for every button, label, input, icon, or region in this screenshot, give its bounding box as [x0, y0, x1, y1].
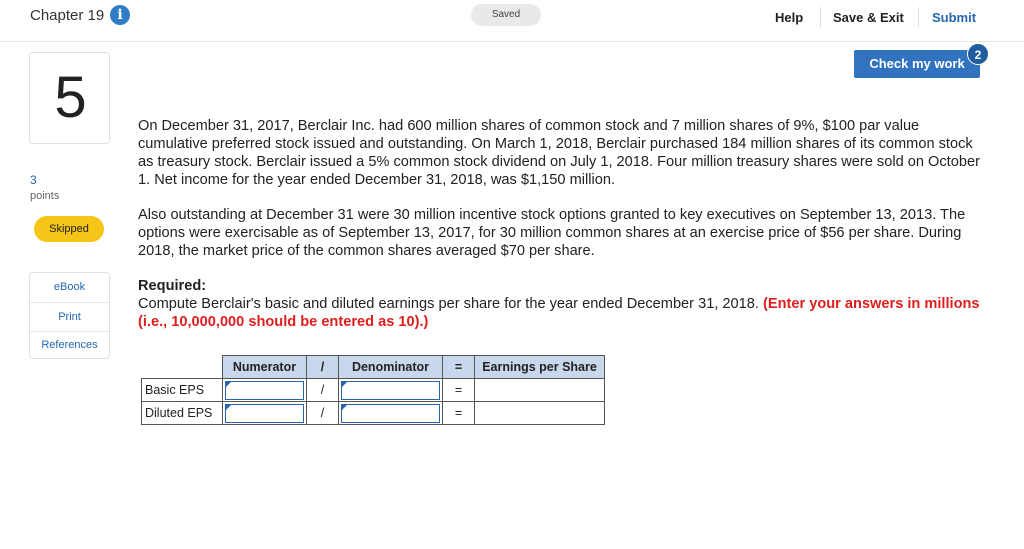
link-divider — [30, 302, 109, 303]
header-equals: = — [443, 356, 475, 379]
header-eps: Earnings per Share — [475, 356, 605, 379]
submit-button[interactable]: Submit — [932, 10, 977, 25]
diluted-eps-result — [475, 402, 605, 425]
divide-sign: / — [307, 379, 339, 402]
diluted-denominator-input[interactable] — [341, 404, 440, 423]
table-row — [142, 379, 605, 402]
ebook-link[interactable]: eBook — [53, 281, 86, 293]
nav-divider — [918, 7, 919, 27]
header-numerator: Numerator — [223, 356, 307, 379]
check-my-work-button[interactable]: Check my work — [854, 50, 980, 78]
required-text: Compute Berclair's basic and diluted earnings per share for the year ended December 31, 2018. — [138, 296, 759, 312]
saved-status: Saved — [471, 4, 541, 26]
header-denominator: Denominator — [339, 356, 443, 379]
references-link[interactable]: References — [41, 339, 98, 351]
chapter-title: Chapter 19 — [30, 7, 105, 24]
basic-numerator-input[interactable] — [225, 381, 304, 400]
row-label: Basic EPS — [142, 379, 223, 402]
basic-denominator-input[interactable] — [341, 381, 440, 400]
help-button[interactable]: Help — [775, 10, 804, 25]
required-section — [138, 277, 988, 331]
question-paragraph-1: On December 31, 2017, Berclair Inc. had 600 million shares of common stock and 7 million shares of 9%, $100 par value cumulative preferred stock issued and outstanding. On March 1, 2018, Berclair purchased 184 million shares of its common stock as treasury stock. Berclair issued a 5% common stock dividend on July 1, 2018. Four million treasury shares were sold on October 1. Net income for the year ended December 31, 2018, was $1,150 million. — [138, 118, 980, 188]
table-header-row — [142, 356, 605, 379]
question-paragraph-2: Also outstanding at December 31 were 30 million incentive stock options granted to key executives on September 13, 2013. The options were exercisable as of September 13, 2017, for 30 million common shares at an exercise price of $56 per share. During 2018, the market price of the common shares averaged $70 per share. — [138, 207, 966, 259]
resource-links — [29, 272, 110, 359]
check-attempts-badge: 2 — [967, 43, 989, 65]
basic-eps-result — [475, 379, 605, 402]
question-number: 5 — [54, 65, 87, 130]
nav-divider — [820, 7, 821, 27]
table-row — [142, 402, 605, 425]
eps-table — [141, 355, 605, 425]
equals-sign: = — [443, 379, 475, 402]
diluted-numerator-input[interactable] — [225, 404, 304, 423]
required-title: Required: — [138, 278, 207, 294]
header-divide: / — [307, 356, 339, 379]
info-icon[interactable]: i — [110, 5, 130, 25]
skipped-badge: Skipped — [34, 216, 104, 242]
top-bar — [0, 0, 1024, 42]
row-label: Diluted EPS — [142, 402, 223, 425]
points-label: points — [30, 190, 60, 202]
divide-sign: / — [307, 402, 339, 425]
required-note: (Enter your answers in millions (i.e., 10,000,000 should be entered as 10).) — [138, 296, 980, 330]
save-exit-button[interactable]: Save & Exit — [833, 10, 904, 25]
print-link[interactable]: Print — [58, 311, 81, 323]
link-divider — [30, 331, 109, 332]
question-number-box — [29, 52, 110, 144]
header-blank — [142, 356, 223, 379]
equals-sign: = — [443, 402, 475, 425]
points-value: 3 — [30, 173, 37, 187]
